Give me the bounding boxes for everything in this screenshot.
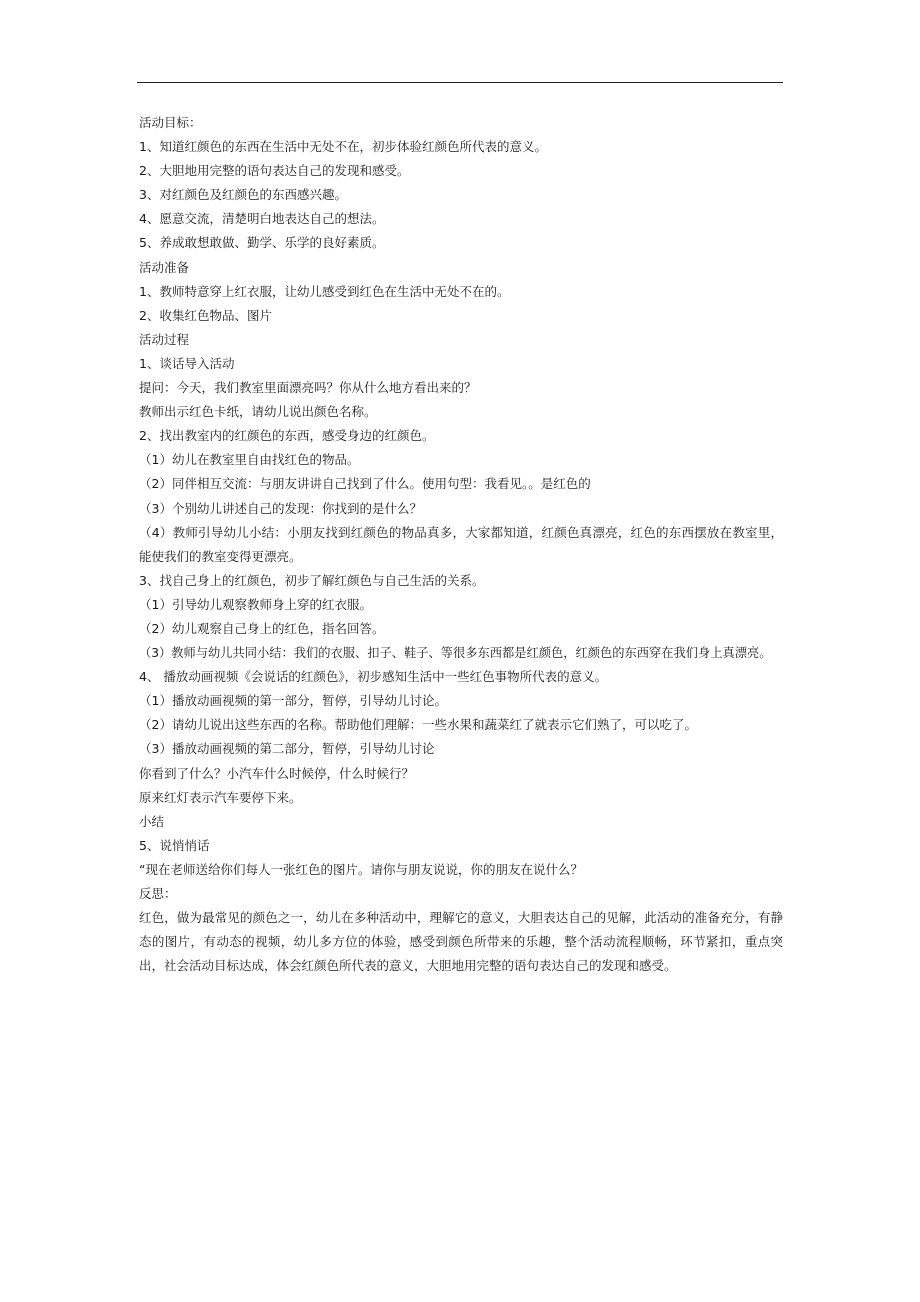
document-body xyxy=(139,111,783,978)
process-substep: （1）引导幼儿观察教师身上穿的红衣服。 xyxy=(139,596,372,612)
summary-heading: 小结 xyxy=(139,813,165,829)
process-substep: （3）播放动画视频的第二部分，暂停，引导幼儿讨论 xyxy=(139,741,435,757)
preparation-item: 2、收集红色物品、图片 xyxy=(139,307,272,323)
reflection-paragraph: 红色，做为最常见的颜色之一，幼儿在多种活动中，理解它的意义，大胆表达自己的见解，此活动的准备充分，有静态的图片，有动态的视频，幼儿多方位的体验，感受到颜色所带来的乐趣，整个活动流程顺畅，环节紧扣，重点突出，社会活动目标达成，体会红颜色所代表的意义，大胆地用完整的语句表达自己的发现和感受。 xyxy=(139,910,783,974)
process-substep: （1）播放动画视频的第一部分，暂停，引导幼儿讨论。 xyxy=(139,693,447,709)
process-line: 教师出示红色卡纸，请幼儿说出颜色名称。 xyxy=(139,404,377,420)
process-line: “现在老师送给你们每人一张红色的图片。请你与朋友说说，你的朋友在说什么？ xyxy=(139,861,583,877)
header-rule xyxy=(137,82,783,83)
process-substep: （2）同伴相互交流：与朋友讲讲自己找到了什么。使用句型：我看见。。是红色的 xyxy=(139,476,591,492)
goal-item: 3、对红颜色及红颜色的东西感兴趣。 xyxy=(139,187,347,203)
section-heading-goals: 活动目标： xyxy=(139,115,202,130)
process-step: 3、找自己身上的红颜色，初步了解红颜色与自己生活的关系。 xyxy=(139,572,485,588)
preparation-item: 1、教师特意穿上红衣服，让幼儿感受到红色在生活中无处不在的。 xyxy=(139,283,510,299)
section-heading-reflection: 反思： xyxy=(139,886,177,901)
process-substep: （2）幼儿观察自己身上的红色，指名回答。 xyxy=(139,620,385,636)
goal-item: 2、大胆地用完整的语句表达自己的发现和感受。 xyxy=(139,163,410,179)
process-line: 提问：今天，我们教室里面漂亮吗？你从什么地方看出来的？ xyxy=(139,380,477,396)
process-step: 2、找出教室内的红颜色的东西，感受身边的红颜色。 xyxy=(139,428,435,444)
process-line: 原来红灯表示汽车要停下来。 xyxy=(139,789,302,805)
goal-item: 1、知道红颜色的东西在生活中无处不在，初步体验红颜色所代表的意义。 xyxy=(139,139,547,155)
process-line: 你看到了什么？小汽车什么时候停，什么时候行？ xyxy=(139,765,415,781)
process-substep: （1）幼儿在教室里自由找红色的物品。 xyxy=(139,452,360,468)
section-heading-process: 活动过程 xyxy=(139,331,190,347)
process-step: 4、 播放动画视频《会说话的红颜色》，初步感知生活中一些红色事物所代表的意义。 xyxy=(139,669,608,685)
process-substep-summary: （4）教师引导幼儿小结：小朋友找到红颜色的物品真多，大家都知道，红颜色真漂亮，红色的东西摆放在教室里，能使我们的教室变得更漂亮。 xyxy=(139,524,783,564)
process-step: 1、谈话导入活动 xyxy=(139,355,235,371)
process-substep: （2）请幼儿说出这些东西的名称。帮助他们理解：一些水果和蔬菜红了就表示它们熟了，可以吃了。 xyxy=(139,717,697,733)
process-substep: （3）个别幼儿讲述自己的发现：你找到的是什么？ xyxy=(139,500,422,516)
process-substep: （3）教师与幼儿共同小结：我们的衣服、扣子、鞋子、等很多东西都是红颜色，红颜色的东西穿在我们身上真漂亮。 xyxy=(139,646,772,661)
goal-item: 4、愿意交流，清楚明白地表达自己的想法。 xyxy=(139,211,385,227)
process-step: 5、说悄悄话 xyxy=(139,837,210,853)
section-heading-preparation: 活动准备 xyxy=(139,259,190,275)
goal-item: 5、养成敢想敢做、勤学、乐学的良好素质。 xyxy=(139,235,385,251)
